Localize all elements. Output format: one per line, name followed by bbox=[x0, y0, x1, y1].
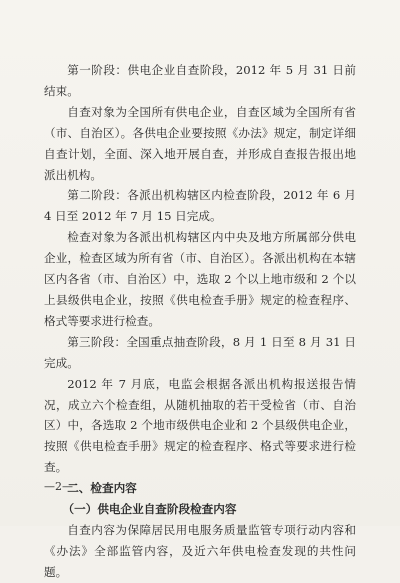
document-body bbox=[44, 60, 356, 583]
paragraph-stage-three: 第三阶段：全国重点抽查阶段，8 月 1 日至 8 月 31 日完成。 bbox=[44, 334, 356, 370]
section-heading: 二、检查内容 bbox=[67, 481, 137, 496]
paragraph-self-check-content: 自查内容为保障居民用电服务质量监管专项行动内容和《办法》全部监管内容，及近六年供电检查发现的共性问题。 bbox=[44, 522, 356, 579]
paragraph-stage-one-detail: 自查对象为全国所有供电企业，自查区域为全国所有省（市、自治区）。各供电企业要按照《办法》规定，制定详细自查计划，全面、深入地开展自查，并形成自查报告报出地派出机构。 bbox=[44, 104, 356, 182]
paragraph-stage-two-detail: 检查对象为各派出机构辖区内中央及地方所属部分供电企业，检查区域为所有省（市、自治区）。各派出机构在本辖区内各省（市、自治区）中，选取 2 个以上地市级和 2 个以上县级供电企业，按照《供电检查手册》规定的检查程序、格式等要求进行检查。 bbox=[44, 230, 356, 328]
page-number: —2— bbox=[44, 480, 73, 493]
subsection-heading: （一）供电企业自查阶段检查内容 bbox=[62, 502, 237, 517]
paragraph-stage-one: 第一阶段：供电企业自查阶段，2012 年 5 月 31 日前结束。 bbox=[44, 63, 356, 98]
paragraph-stage-three-detail: 2012 年 7 月底，电监会根据各派出机构报送报告情况，成立六个检查组，从随机抽取的若干受检省（市、自治区）中，各选取 2 个地市级供电企业和 2 个县级供电企业，按照《供电检查手册》规定的检查程序、格式等要求进行检查。 bbox=[44, 376, 356, 475]
paragraph-stage-two: 第二阶段：各派出机构辖区内检查阶段，2012 年 6 月 4 日至 2012 年 7 月 15 日完成。 bbox=[44, 188, 356, 224]
